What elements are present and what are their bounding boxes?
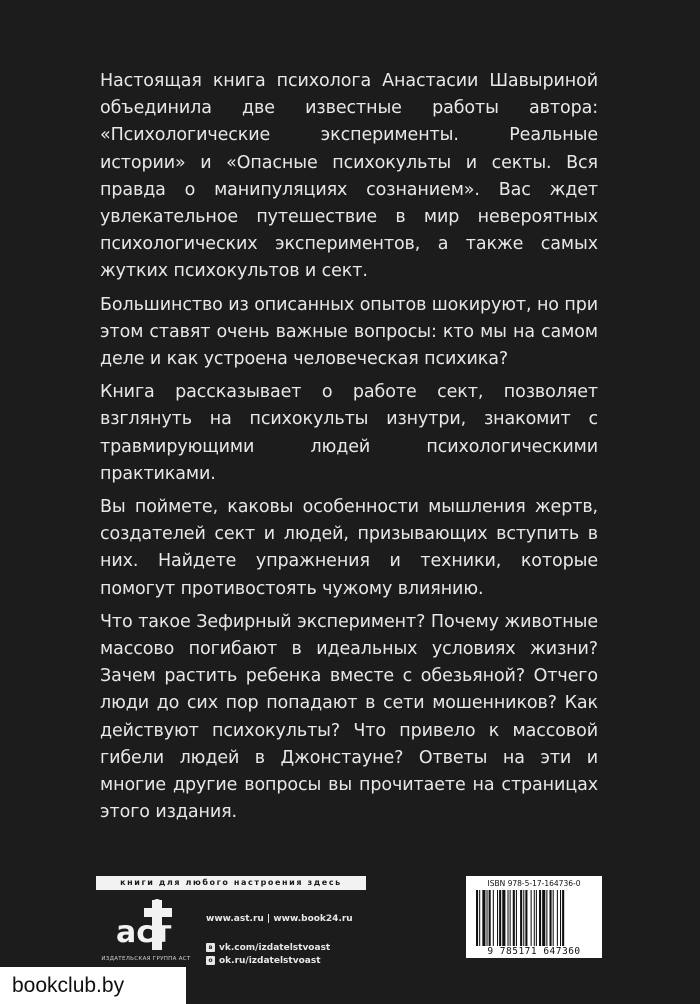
social-row-vk <box>206 941 330 954</box>
social-row-ok <box>206 954 330 967</box>
barcode <box>466 876 602 958</box>
tagline-strip: книги для любого настроения здесь <box>96 876 366 890</box>
watermark: bookclub.by <box>0 967 186 1004</box>
social-ok-text: ok.ru/izdatelstvoast <box>219 955 321 966</box>
blurb-text <box>100 68 598 832</box>
publisher-logo <box>100 898 192 970</box>
vk-icon: в <box>206 943 215 952</box>
ok-icon: о <box>206 956 215 965</box>
social-vk-text: vk.com/izdatelstvoast <box>219 942 331 953</box>
barcode-bars-icon <box>474 890 594 946</box>
blurb-paragraph-4: Вы поймете, каковы особенности мышления жертв, создателей сект и людей, призывающих вступить в них. Найдете упражнения и техники, которые помогут противостоять чужому влиянию. <box>100 497 598 599</box>
ast-logo-icon <box>114 898 178 954</box>
websites: www.ast.ru | www.book24.ru <box>206 914 353 924</box>
barcode-number: 9 785171 647360 <box>487 946 581 957</box>
blurb-paragraph-1: Настоящая книга психолога Анастасии Шавыриной объединила две известные работы автора: «Психологические эксперименты. Реальные истории» и «Опасные психокульты и секты. Вся правда о манипуляциях сознанием». Вас ждет увлекательное путешествие в мир невероятных психологических экспериментов, а также самых жутких психокультов и сект. <box>100 71 598 282</box>
publisher-name: ИЗДАТЕЛЬСКАЯ ГРУППА АСТ <box>101 956 191 962</box>
logo-letters: аст <box>116 915 172 950</box>
isbn-label: ISBN 978-5-17-164736-0 <box>487 879 581 888</box>
blurb-paragraph-5: Что такое Зефирный эксперимент? Почему животные массово погибают в идеальных условиях жизни? Зачем растить ребенка вместе с обезьяной? Отчего люди до сих пор попадают в сети мошенников? Как действуют психокульты? Что привело к массовой гибели людей в Джонстауне? Ответы на эти и многие другие вопросы вы прочитаете на страницах этого издания. <box>100 611 598 823</box>
blurb-paragraph-2: Большинство из описанных опытов шокируют, но при этом ставят очень важные вопросы: кто мы на самом деле и как устроена человеческая психика? <box>100 294 598 370</box>
social-links <box>206 941 330 967</box>
blurb-paragraph-3: Книга рассказывает о работе сект, позволяет взглянуть на психокульты изнутри, знакомит с травмирующими людей психологическими практиками. <box>100 382 598 484</box>
